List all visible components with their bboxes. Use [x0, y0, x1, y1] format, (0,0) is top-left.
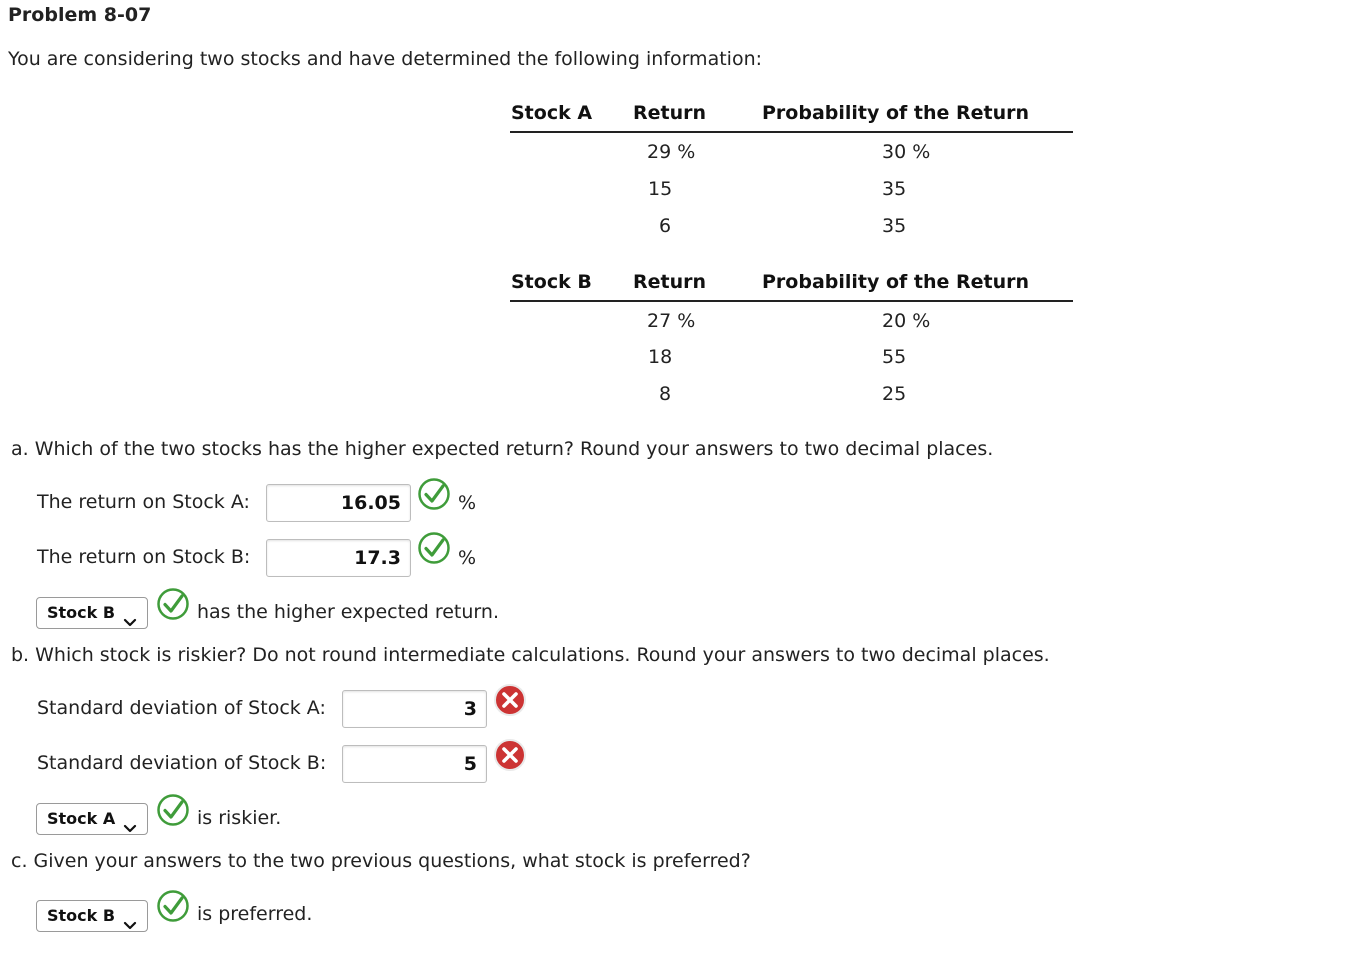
stock-b-header: Stock B	[511, 271, 592, 293]
check-icon	[417, 531, 451, 565]
higher-return-select-value: Stock B	[47, 603, 116, 622]
check-icon	[417, 477, 451, 511]
stock-b-prob-1: 20 %	[882, 310, 931, 332]
return-header: Return	[633, 271, 707, 293]
riskier-select[interactable]	[36, 803, 148, 835]
question-c: c. Given your answers to the two previous questions, what stock is preferred?	[11, 850, 751, 872]
stock-b-prob-2: 55	[882, 346, 907, 368]
probability-header: Probability of the Return	[762, 271, 1030, 293]
stock-a-prob-1: 30 %	[882, 141, 931, 163]
higher-return-suffix: has the higher expected return.	[197, 601, 499, 623]
check-icon	[156, 889, 190, 923]
probability-header: Probability of the Return	[762, 102, 1030, 124]
table-rule	[510, 131, 1073, 133]
error-icon	[493, 738, 527, 772]
problem-title: Problem 8-07	[8, 4, 152, 26]
percent-unit: %	[458, 492, 477, 514]
stock-b-return-2: 18	[648, 346, 673, 368]
stock-a-prob-2: 35	[882, 178, 907, 200]
question-a: a. Which of the two stocks has the higher expected return? Round your answers to two decimal places.	[11, 438, 994, 460]
riskier-select-value: Stock A	[47, 809, 116, 828]
preferred-suffix: is preferred.	[197, 903, 313, 925]
preferred-select[interactable]	[36, 900, 148, 932]
error-icon	[493, 683, 527, 717]
chevron-down-icon	[123, 608, 137, 638]
sd-b-input[interactable]: 5	[342, 745, 487, 783]
check-icon	[156, 587, 190, 621]
table-rule	[510, 300, 1073, 302]
sd-b-label: Standard deviation of Stock B:	[37, 752, 327, 774]
return-header: Return	[633, 102, 707, 124]
sd-a-label: Standard deviation of Stock A:	[37, 697, 326, 719]
return-b-label: The return on Stock B:	[37, 546, 251, 568]
higher-return-select[interactable]	[36, 597, 148, 629]
problem-intro: You are considering two stocks and have determined the following information:	[8, 48, 763, 70]
stock-a-prob-3: 35	[882, 215, 907, 237]
stock-b-return-3: 8	[659, 383, 672, 405]
stock-b-return-1: 27 %	[647, 310, 696, 332]
percent-unit: %	[458, 547, 477, 569]
chevron-down-icon	[123, 814, 137, 844]
sd-a-input[interactable]: 3	[342, 690, 487, 728]
stock-a-return-2: 15	[648, 178, 673, 200]
stock-a-return-3: 6	[659, 215, 672, 237]
return-b-input[interactable]: 17.3	[266, 539, 411, 577]
return-a-input[interactable]: 16.05	[266, 484, 411, 522]
return-a-label: The return on Stock A:	[37, 491, 250, 513]
stock-b-prob-3: 25	[882, 383, 907, 405]
stock-a-header: Stock A	[511, 102, 593, 124]
check-icon	[156, 793, 190, 827]
question-b: b. Which stock is riskier? Do not round intermediate calculations. Round your answers to two decimal places.	[11, 644, 1050, 666]
stock-a-return-1: 29 %	[647, 141, 696, 163]
riskier-suffix: is riskier.	[197, 807, 282, 829]
chevron-down-icon	[123, 911, 137, 941]
preferred-select-value: Stock B	[47, 906, 116, 925]
